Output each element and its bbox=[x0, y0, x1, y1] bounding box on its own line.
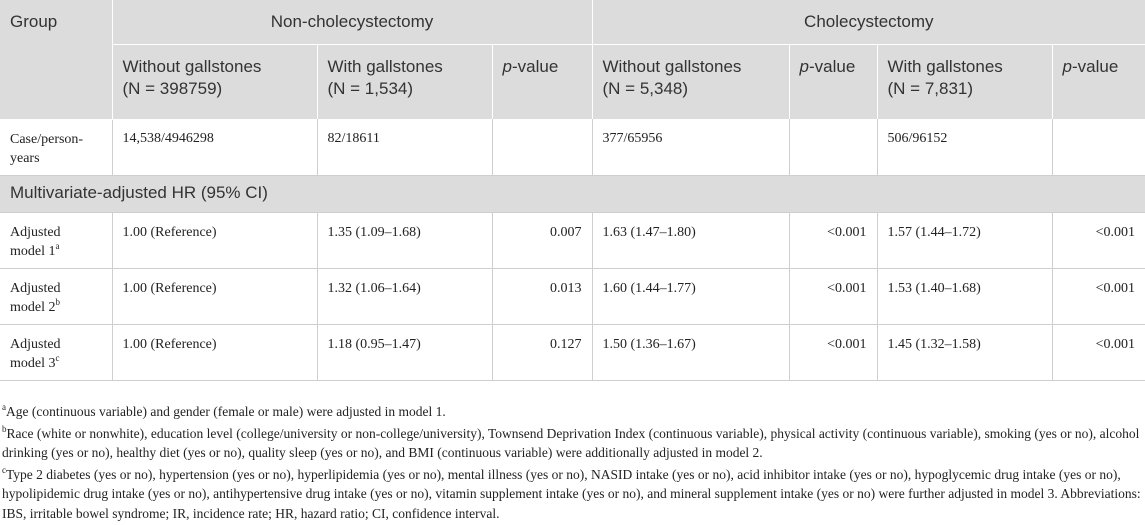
p-italic: p bbox=[799, 57, 809, 76]
cell-value: 82/18611 bbox=[327, 131, 380, 146]
table-cell bbox=[877, 324, 1052, 380]
cell-value: <0.001 bbox=[827, 224, 867, 240]
cell-value: 1.35 (1.09–1.68) bbox=[327, 224, 421, 240]
table-cell bbox=[1052, 212, 1145, 268]
table-cell bbox=[789, 268, 877, 324]
row-label bbox=[0, 212, 112, 268]
footnote-c bbox=[0, 465, 1145, 524]
p-italic: p bbox=[1062, 57, 1072, 76]
cell-value: 1.32 (1.06–1.64) bbox=[327, 280, 421, 296]
row-label bbox=[0, 268, 112, 324]
cell-value: <0.001 bbox=[1095, 336, 1136, 352]
header-row-2 bbox=[0, 45, 1145, 120]
p-suffix: -value bbox=[808, 57, 856, 76]
table-cell bbox=[1052, 268, 1145, 324]
cell-value: <0.001 bbox=[1095, 280, 1136, 296]
section-label: Multivariate-adjusted HR (95% CI) bbox=[10, 182, 268, 202]
cell-value: <0.001 bbox=[827, 280, 867, 296]
table-cell bbox=[492, 212, 592, 268]
cell-value: 1.00 (Reference) bbox=[122, 224, 217, 240]
table-cell bbox=[492, 119, 592, 175]
col-header-p-value-2 bbox=[789, 45, 877, 120]
footnote-b bbox=[0, 424, 1145, 463]
table-cell bbox=[317, 212, 492, 268]
footnote-a bbox=[0, 402, 1145, 422]
table-cell bbox=[317, 119, 492, 175]
cell-value: 1.00 (Reference) bbox=[122, 336, 217, 352]
col-header-line2: (N = 5,348) bbox=[602, 79, 689, 98]
col-header-non-without bbox=[112, 45, 317, 120]
col-header-chole-without bbox=[592, 45, 789, 120]
row-label bbox=[0, 324, 112, 380]
header-row-1 bbox=[0, 0, 1145, 45]
non-cholecystectomy-label: Non-cholecystectomy bbox=[270, 12, 434, 31]
footnote-marker: c bbox=[2, 464, 6, 475]
table-cell bbox=[112, 212, 317, 268]
table-cell bbox=[592, 324, 789, 380]
section-label-cell bbox=[0, 175, 1145, 212]
table-cell bbox=[1052, 119, 1145, 175]
cell-value: <0.001 bbox=[827, 336, 867, 352]
cholecystectomy-header bbox=[592, 0, 1145, 45]
footnote-marker: a bbox=[55, 240, 60, 251]
cell-value: <0.001 bbox=[1095, 224, 1136, 240]
col-header-p-value-1 bbox=[492, 45, 592, 120]
cell-value: 506/96152 bbox=[887, 131, 948, 146]
table-cell bbox=[877, 268, 1052, 324]
table-footnotes bbox=[0, 402, 1145, 525]
table-cell bbox=[492, 268, 592, 324]
group-label: Group bbox=[10, 12, 58, 31]
p-italic: p bbox=[502, 57, 512, 76]
col-header-line2: (N = 398759) bbox=[122, 79, 223, 98]
table-cell bbox=[592, 119, 789, 175]
cell-value: 1.60 (1.44–1.77) bbox=[602, 280, 696, 296]
footnote-marker: c bbox=[55, 352, 60, 363]
footnote-marker: b bbox=[2, 423, 7, 434]
cell-value bbox=[790, 119, 877, 129]
table-cell bbox=[112, 119, 317, 175]
cell-value: 1.50 (1.36–1.67) bbox=[602, 336, 696, 352]
table-cell bbox=[592, 212, 789, 268]
col-header-line2: (N = 7,831) bbox=[887, 79, 974, 98]
table-cell bbox=[492, 324, 592, 380]
cell-value: 0.013 bbox=[550, 280, 582, 296]
col-header-line1: Without gallstones bbox=[122, 57, 262, 76]
footnote-text: Type 2 diabetes (yes or no), hypertension (yes or no), hyperlipidemia (yes or no), mental illness (yes or no), NASID intake (yes or no), acid inhibitor intake (yes or no), hypoglycemic drug intake (yes or no), hypolipidemic drug intake (yes or no), antihypertensive drug intake (yes or no), vitamin supplement intake (yes or no), and mineral supplement intake (yes or no) were further adjusted in model 3. Abbreviations: IBS, irritable bowel syndrome; IR, incidence rate; HR, hazard ratio; CI, confidence interval. bbox=[2, 466, 1141, 521]
row-label-line1: Case/person- bbox=[10, 131, 84, 147]
col-header-non-with bbox=[317, 45, 492, 120]
table-row-case-person-years bbox=[0, 119, 1145, 175]
col-header-p-value-3 bbox=[1052, 45, 1145, 120]
row-label-line2: model 3 bbox=[10, 355, 56, 371]
row-label-line2: years bbox=[10, 150, 40, 166]
section-row-multivariate bbox=[0, 175, 1145, 212]
cell-value: 1.18 (0.95–1.47) bbox=[327, 336, 421, 352]
cell-value: 1.53 (1.40–1.68) bbox=[887, 280, 981, 296]
row-label bbox=[0, 119, 112, 175]
table-cell bbox=[1052, 324, 1145, 380]
col-header-line1: With gallstones bbox=[327, 57, 443, 76]
col-header-chole-with bbox=[877, 45, 1052, 120]
table-row-model-2 bbox=[0, 268, 1145, 324]
table-cell bbox=[789, 324, 877, 380]
non-cholecystectomy-header bbox=[112, 0, 592, 45]
cell-value: 1.63 (1.47–1.80) bbox=[602, 224, 696, 240]
col-header-line2: (N = 1,534) bbox=[327, 79, 414, 98]
table-cell bbox=[789, 212, 877, 268]
footnote-text: Race (white or nonwhite), education level (college/university or non-college/university), Townsend Deprivation Index (continuous variable), physical activity (continuous variable), smoking (yes or no), alcohol drinking (yes or no), healthy diet (yes or no), quality sleep (yes or no), and BMI (continuous variable) were additionally adjusted in model 2. bbox=[2, 425, 1140, 460]
cholecystectomy-label: Cholecystectomy bbox=[804, 12, 934, 31]
table-cell bbox=[317, 324, 492, 380]
p-suffix: -value bbox=[1071, 57, 1119, 76]
col-header-line1: Without gallstones bbox=[602, 57, 742, 76]
footnote-marker: a bbox=[2, 402, 6, 412]
cell-value: 0.007 bbox=[550, 224, 582, 240]
table-cell bbox=[112, 324, 317, 380]
cell-value: 0.127 bbox=[550, 336, 582, 352]
group-header bbox=[0, 0, 112, 119]
col-header-line1: With gallstones bbox=[887, 57, 1003, 76]
cell-value: 14,538/4946298 bbox=[122, 131, 214, 146]
footnote-marker: b bbox=[55, 296, 60, 307]
cell-value bbox=[493, 119, 592, 129]
cell-value: 1.57 (1.44–1.72) bbox=[887, 224, 981, 240]
footnote-text: Age (continuous variable) and gender (female or male) were adjusted in model 1. bbox=[6, 404, 446, 419]
table-cell bbox=[112, 268, 317, 324]
cell-value bbox=[1053, 119, 1145, 129]
table-cell bbox=[877, 119, 1052, 175]
row-label-line2: model 2 bbox=[10, 299, 56, 315]
row-label-line1: Adjusted bbox=[10, 280, 61, 296]
cell-value: 1.45 (1.32–1.58) bbox=[887, 336, 981, 352]
row-label-line2: model 1 bbox=[10, 243, 56, 259]
table-row-model-1 bbox=[0, 212, 1145, 268]
table-cell bbox=[317, 268, 492, 324]
p-suffix: -value bbox=[511, 57, 559, 76]
row-label-line1: Adjusted bbox=[10, 224, 61, 240]
table-cell bbox=[592, 268, 789, 324]
cell-value: 1.00 (Reference) bbox=[122, 280, 217, 296]
table-row-model-3 bbox=[0, 324, 1145, 380]
cell-value: 377/65956 bbox=[602, 131, 663, 146]
table-cell bbox=[789, 119, 877, 175]
table-cell bbox=[877, 212, 1052, 268]
row-label-line1: Adjusted bbox=[10, 336, 61, 352]
